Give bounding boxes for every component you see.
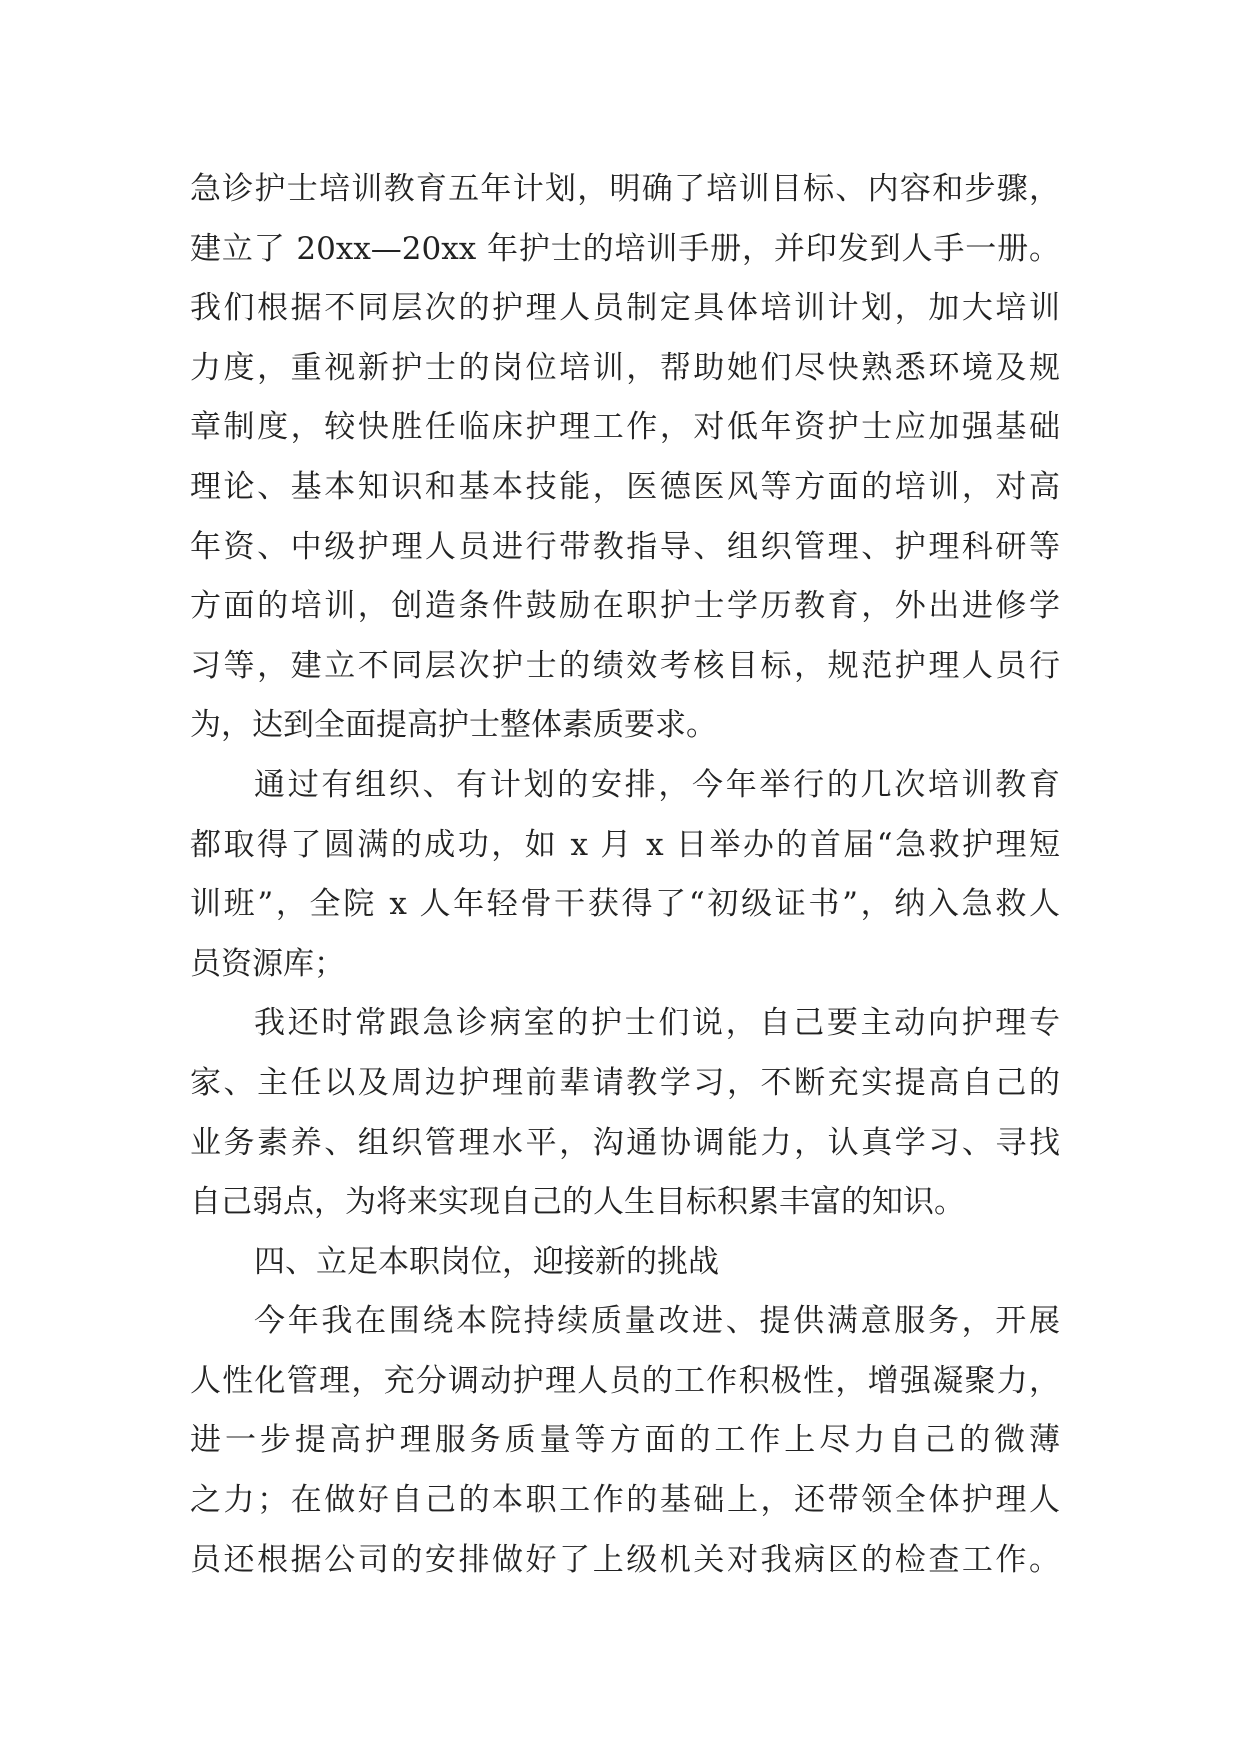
text-line: 习等，建立不同层次护士的绩效考核目标，规范护理人员行 — [190, 647, 1060, 684]
text-line: 自己弱点，为将来实现自己的人生目标积累丰富的知识。 — [190, 1184, 965, 1221]
text-line: 训班”，全院 x 人年轻骨干获得了“初级证书”，纳入急救人 — [190, 886, 1060, 923]
text-line: 员还根据公司的安排做好了上级机关对我病区的检查工作。 — [190, 1541, 1060, 1578]
text-line: 急诊护士培训教育五年计划，明确了培训目标、内容和步骤， — [190, 171, 1060, 207]
text-line: 今年我在围绕本院持续质量改进、提供满意服务，开展 — [254, 1303, 1060, 1340]
text-line: 我还时常跟急诊病室的护士们说，自己要主动向护理专 — [254, 1005, 1060, 1042]
text-line: 建立了 20xx—20xx 年护士的培训手册，并印发到人手一册。 — [190, 230, 1060, 267]
text-line: 业务素养、组织管理水平，沟通协调能力，认真学习、寻找 — [190, 1124, 1060, 1161]
text-line: 人性化管理，充分调动护理人员的工作积极性，增强凝聚力， — [190, 1362, 1060, 1399]
text-line: 员资源库； — [190, 945, 345, 982]
text-line: 我们根据不同层次的护理人员制定具体培训计划，加大培训 — [190, 290, 1060, 327]
text-line: 力度，重视新护士的岗位培训，帮助她们尽快熟悉环境及规 — [190, 349, 1060, 386]
text-line: 章制度，较快胜任临床护理工作，对低年资护士应加强基础 — [190, 409, 1060, 446]
document-body — [190, 160, 1060, 1590]
text-line: 理论、基本知识和基本技能，医德医风等方面的培训，对高 — [190, 468, 1060, 505]
text-line: 年资、中级护理人员进行带教指导、组织管理、护理科研等 — [190, 528, 1060, 565]
text-line: 方面的培训，创造条件鼓励在职护士学历教育，外出进修学 — [190, 588, 1060, 625]
text-line: 为，达到全面提高护士整体素质要求。 — [190, 707, 717, 744]
text-line: 之力；在做好自己的本职工作的基础上，还带领全体护理人 — [190, 1482, 1060, 1519]
text-line: 都取得了圆满的成功，如 x 月 x 日举办的首届“急救护理短 — [190, 826, 1060, 863]
text-line: 家、主任以及周边护理前辈请教学习，不断充实提高自己的 — [190, 1064, 1060, 1101]
text-line: 通过有组织、有计划的安排，今年举行的几次培训教育 — [254, 766, 1060, 803]
text-line: 进一步提高护理服务质量等方面的工作上尽力自己的微薄 — [190, 1422, 1060, 1459]
section-heading: 四、立足本职岗位，迎接新的挑战 — [254, 1243, 719, 1280]
